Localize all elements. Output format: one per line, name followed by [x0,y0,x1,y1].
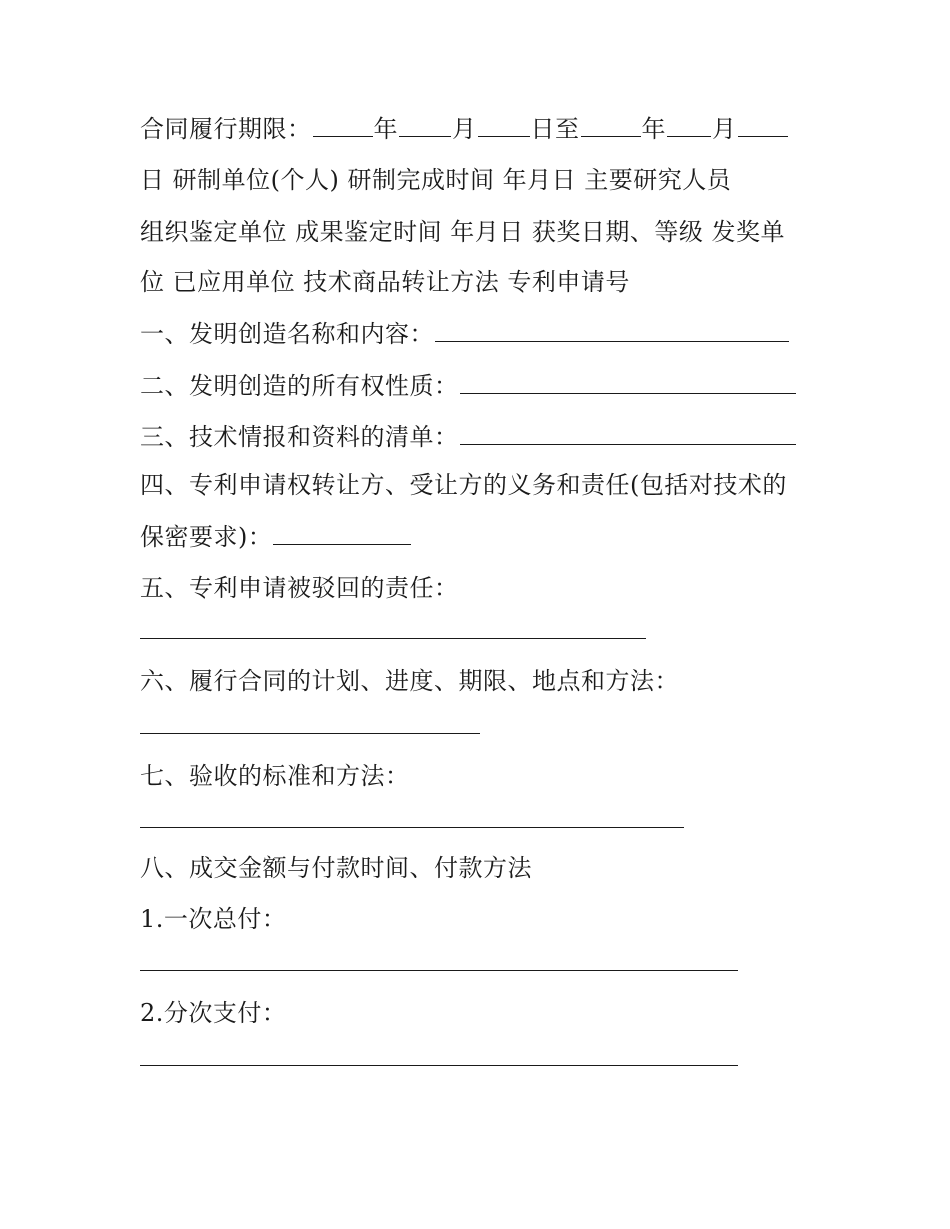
section-3-label: 三、技术情报和资料的清单： [140,423,459,451]
section-2-blank[interactable] [460,369,796,394]
end-day-blank[interactable] [738,112,788,137]
section-5: 五、专利申请被驳回的责任： [140,574,459,602]
end-month-blank[interactable] [667,112,711,137]
start-day-blank[interactable] [478,112,530,137]
payment-installments-blank[interactable] [140,1065,738,1066]
section-4-line-1: 四、专利申请权转让方、受让方的义务和责任(包括对技术的 [140,471,787,499]
end-month-label: 月 [712,115,737,143]
section-1 [140,317,790,350]
section-6: 六、履行合同的计划、进度、期限、地点和方法： [140,667,679,695]
payment-installments: 2.分次支付： [140,999,287,1027]
section-5-blank[interactable] [140,638,646,639]
section-8: 八、成交金额与付款时间、付款方法 [140,854,532,882]
section-1-label: 一、发明创造名称和内容： [140,320,434,348]
section-4-label: 保密要求)： [140,523,273,551]
info-line-4: 位 已应用单位 技术商品转让方法 专利申请号 [140,268,630,296]
contract-term-label: 合同履行期限： [140,115,312,143]
section-2 [140,369,797,402]
section-1-blank[interactable] [435,317,789,342]
section-6-blank[interactable] [140,733,480,734]
start-month-blank[interactable] [399,112,451,137]
start-month-label: 月 [452,115,477,143]
section-4-blank[interactable] [273,520,411,545]
section-3-blank[interactable] [460,420,796,445]
section-7-blank[interactable] [140,827,684,828]
end-year-blank[interactable] [581,112,641,137]
payment-lump-sum: 1.一次总付： [140,905,287,933]
section-2-label: 二、发明创造的所有权性质： [140,372,459,400]
start-day-to-label: 日至 [530,115,580,143]
end-year-label: 年 [641,115,666,143]
contract-term-line [140,112,789,145]
info-line-3: 组织鉴定单位 成果鉴定时间 年月日 获奖日期、等级 发奖单 [140,218,786,246]
info-line-2: 日 研制单位(个人) 研制完成时间 年月日 主要研究人员 [140,166,732,194]
payment-lump-sum-blank[interactable] [140,970,738,971]
start-year-label: 年 [373,115,398,143]
start-year-blank[interactable] [313,112,373,137]
section-7: 七、验收的标准和方法： [140,762,410,790]
section-4-line-2 [140,520,412,553]
section-3 [140,420,797,453]
